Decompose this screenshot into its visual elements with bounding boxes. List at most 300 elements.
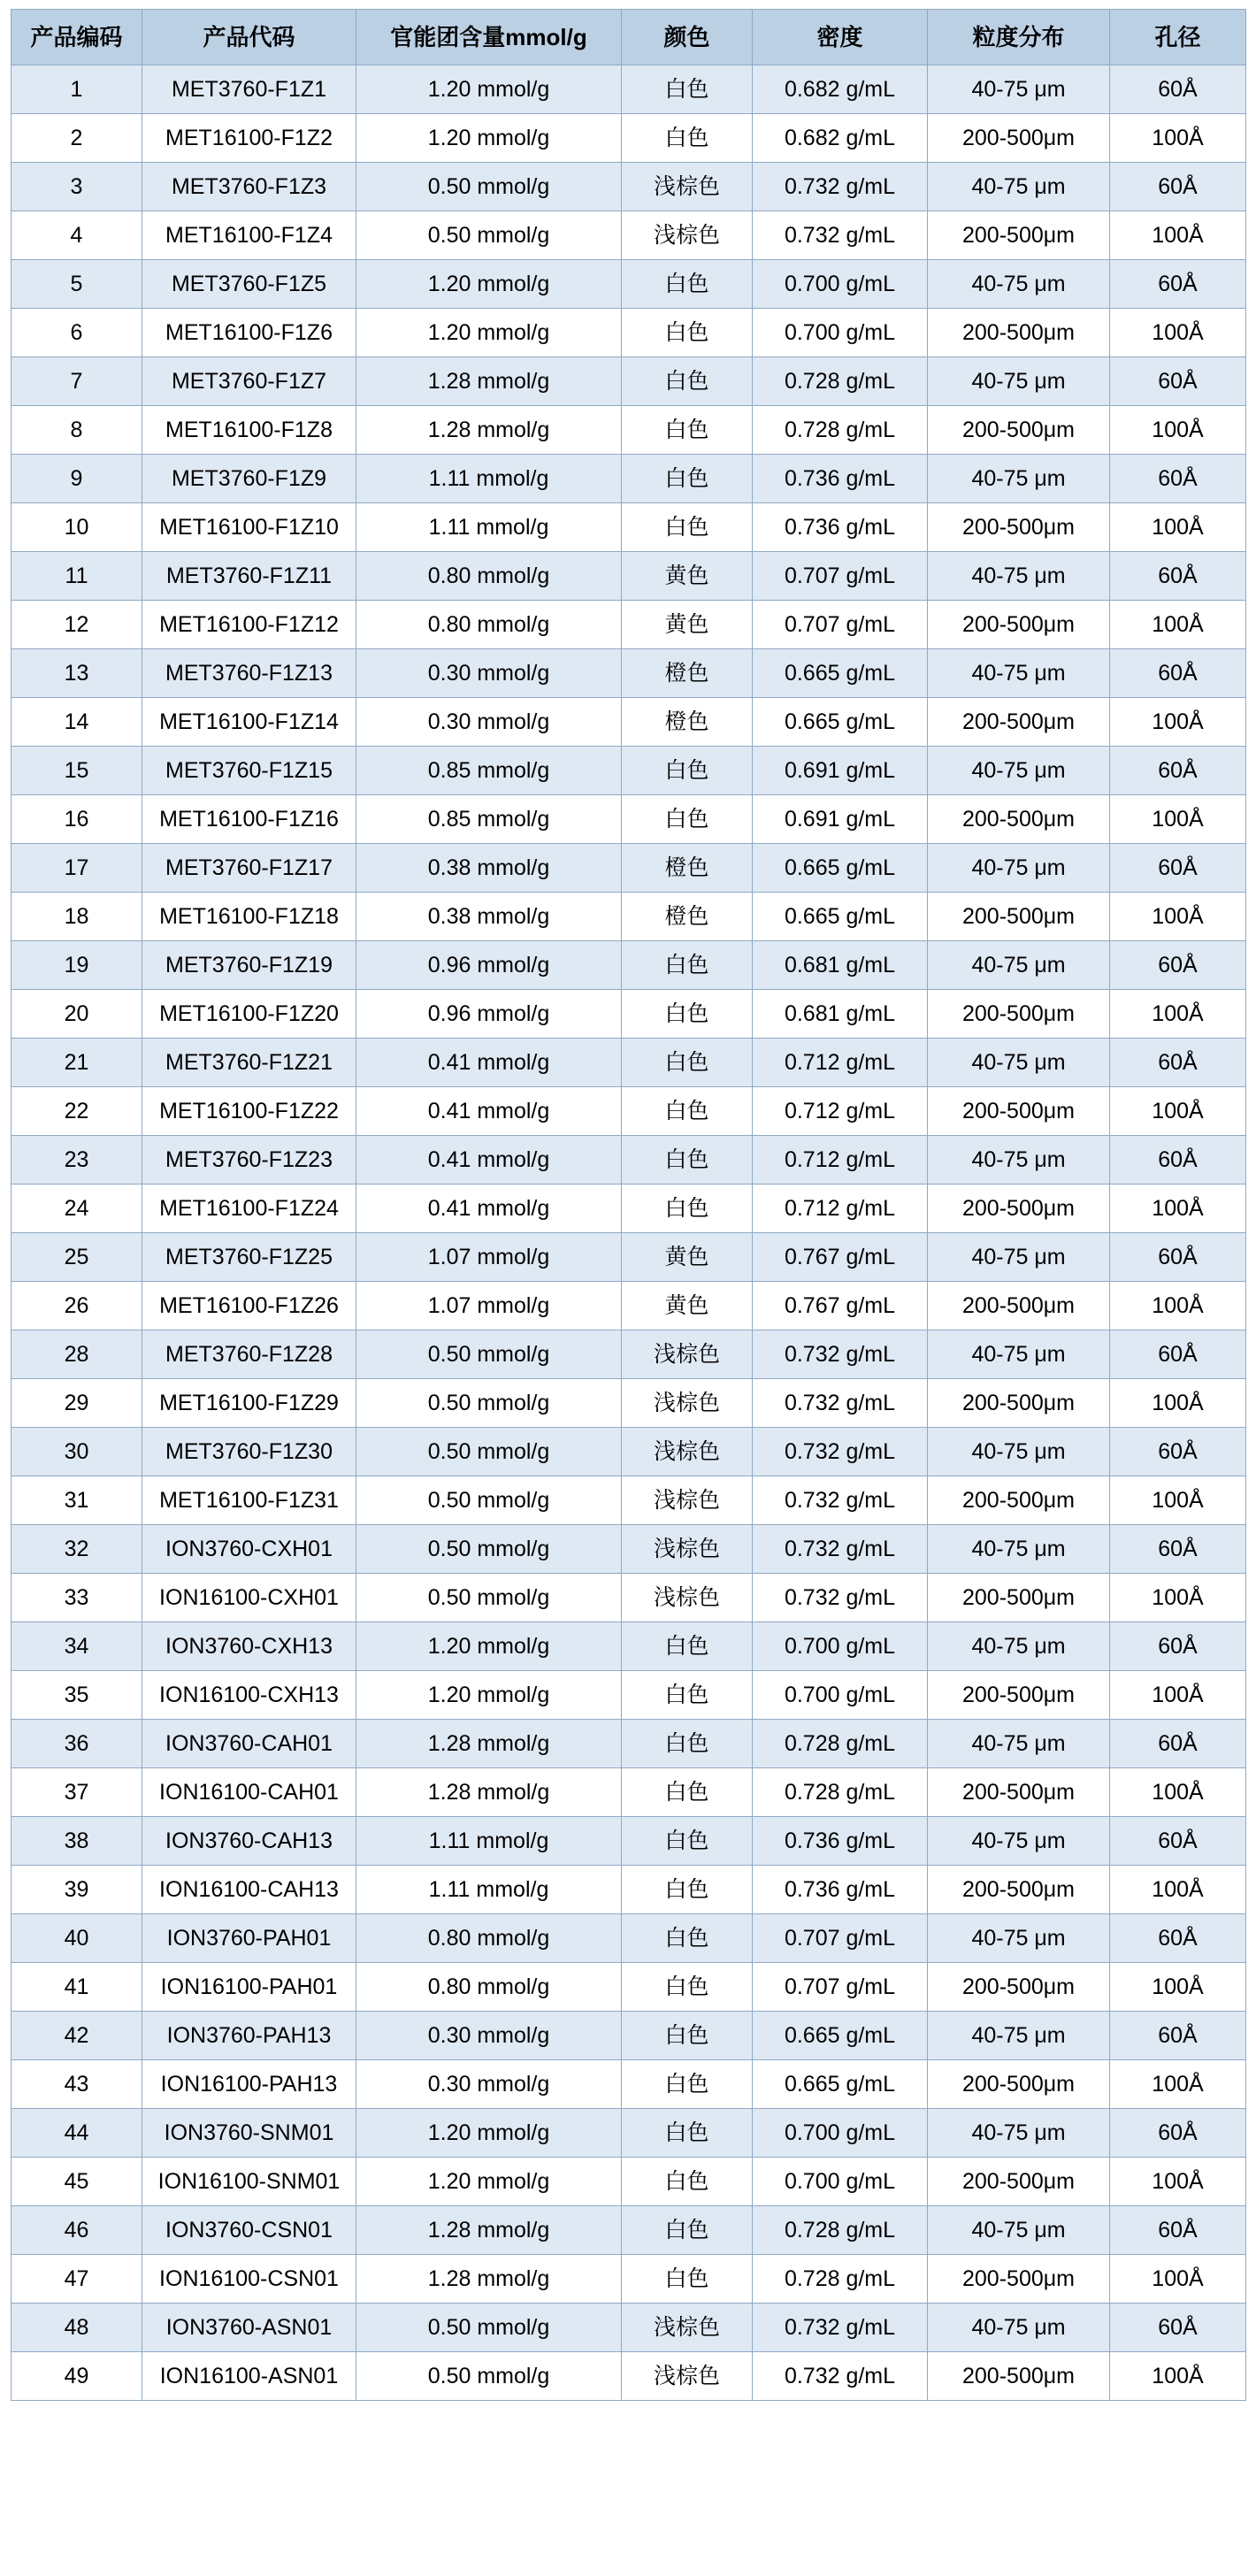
table-row xyxy=(11,649,1246,698)
table-row xyxy=(11,260,1246,309)
table-cell: 0.700 g/mL xyxy=(753,2158,928,2206)
table-cell: ION16100-CAH13 xyxy=(142,1866,356,1914)
table-cell: 60Å xyxy=(1110,163,1246,211)
table-cell: 橙色 xyxy=(622,698,753,747)
table-row xyxy=(11,1136,1246,1184)
table-cell: MET16100-F1Z16 xyxy=(142,795,356,844)
table-cell: 白色 xyxy=(622,309,753,357)
table-cell: MET16100-F1Z12 xyxy=(142,601,356,649)
table-row xyxy=(11,1330,1246,1379)
table-cell: 0.85 mmol/g xyxy=(356,747,622,795)
table-cell: 60Å xyxy=(1110,1720,1246,1768)
table-cell: 36 xyxy=(11,1720,142,1768)
table-row xyxy=(11,1087,1246,1136)
table-row xyxy=(11,309,1246,357)
table-cell: 白色 xyxy=(622,747,753,795)
table-cell: 0.50 mmol/g xyxy=(356,2304,622,2352)
table-cell: 0.712 g/mL xyxy=(753,1039,928,1087)
table-row xyxy=(11,1476,1246,1525)
table-cell: MET16100-F1Z22 xyxy=(142,1087,356,1136)
table-cell: 24 xyxy=(11,1184,142,1233)
table-cell: 浅棕色 xyxy=(622,1525,753,1574)
table-cell: 60Å xyxy=(1110,1136,1246,1184)
table-cell: 200-500μm xyxy=(928,1379,1110,1428)
table-cell: 1.28 mmol/g xyxy=(356,2206,622,2255)
table-cell: 48 xyxy=(11,2304,142,2352)
table-cell: 白色 xyxy=(622,503,753,552)
table-cell: 19 xyxy=(11,941,142,990)
table-cell: 100Å xyxy=(1110,1184,1246,1233)
table-cell: 白色 xyxy=(622,1866,753,1914)
table-cell: 0.665 g/mL xyxy=(753,649,928,698)
table-cell: 黄色 xyxy=(622,601,753,649)
table-cell: 0.665 g/mL xyxy=(753,2012,928,2060)
table-cell: 0.41 mmol/g xyxy=(356,1087,622,1136)
table-cell: 44 xyxy=(11,2109,142,2158)
table-cell: 1.28 mmol/g xyxy=(356,1768,622,1817)
table-cell: 0.50 mmol/g xyxy=(356,2352,622,2401)
table-cell: 1.20 mmol/g xyxy=(356,1622,622,1671)
table-cell: 0.736 g/mL xyxy=(753,455,928,503)
table-row xyxy=(11,406,1246,455)
table-cell: 白色 xyxy=(622,2255,753,2304)
table-row xyxy=(11,1817,1246,1866)
table-cell: 100Å xyxy=(1110,2158,1246,2206)
table-cell: 40-75 μm xyxy=(928,1525,1110,1574)
table-cell: 100Å xyxy=(1110,114,1246,163)
table-cell: 0.732 g/mL xyxy=(753,1525,928,1574)
table-cell: ION16100-CXH01 xyxy=(142,1574,356,1622)
table-cell: 1.20 mmol/g xyxy=(356,260,622,309)
table-cell: MET3760-F1Z21 xyxy=(142,1039,356,1087)
table-cell: 1.07 mmol/g xyxy=(356,1233,622,1282)
table-cell: 0.700 g/mL xyxy=(753,2109,928,2158)
table-cell: 200-500μm xyxy=(928,990,1110,1039)
table-cell: MET3760-F1Z7 xyxy=(142,357,356,406)
table-cell: 40-75 μm xyxy=(928,1720,1110,1768)
table-cell: 白色 xyxy=(622,2158,753,2206)
table-cell: 0.691 g/mL xyxy=(753,795,928,844)
table-cell: 0.700 g/mL xyxy=(753,1671,928,1720)
table-cell: 40-75 μm xyxy=(928,844,1110,893)
table-row xyxy=(11,601,1246,649)
table-cell: MET3760-F1Z9 xyxy=(142,455,356,503)
table-cell: MET3760-F1Z15 xyxy=(142,747,356,795)
table-row xyxy=(11,163,1246,211)
table-cell: 100Å xyxy=(1110,503,1246,552)
table-row xyxy=(11,65,1246,114)
table-cell: 14 xyxy=(11,698,142,747)
table-cell: 0.681 g/mL xyxy=(753,990,928,1039)
table-cell: 200-500μm xyxy=(928,2158,1110,2206)
table-cell: ION3760-PAH01 xyxy=(142,1914,356,1963)
table-cell: 0.80 mmol/g xyxy=(356,1914,622,1963)
table-header xyxy=(11,10,1246,65)
table-cell: 40-75 μm xyxy=(928,1622,1110,1671)
table-cell: 100Å xyxy=(1110,1282,1246,1330)
table-cell: 40-75 μm xyxy=(928,2206,1110,2255)
table-cell: 橙色 xyxy=(622,844,753,893)
table-cell: MET3760-F1Z17 xyxy=(142,844,356,893)
table-cell: 60Å xyxy=(1110,455,1246,503)
table-cell: 100Å xyxy=(1110,601,1246,649)
table-row xyxy=(11,357,1246,406)
table-cell: 200-500μm xyxy=(928,211,1110,260)
table-row xyxy=(11,455,1246,503)
column-header-2: 官能团含量mmol/g xyxy=(356,10,622,65)
table-row xyxy=(11,2012,1246,2060)
table-cell: ION3760-PAH13 xyxy=(142,2012,356,2060)
table-cell: MET16100-F1Z2 xyxy=(142,114,356,163)
table-cell: 白色 xyxy=(622,2060,753,2109)
table-cell: 0.41 mmol/g xyxy=(356,1184,622,1233)
table-cell: 200-500μm xyxy=(928,503,1110,552)
table-cell: 白色 xyxy=(622,1914,753,1963)
table-row xyxy=(11,1039,1246,1087)
table-cell: 0.38 mmol/g xyxy=(356,893,622,941)
table-cell: 21 xyxy=(11,1039,142,1087)
table-cell: 0.700 g/mL xyxy=(753,260,928,309)
table-cell: 40-75 μm xyxy=(928,1330,1110,1379)
table-cell: 0.665 g/mL xyxy=(753,893,928,941)
table-cell: 200-500μm xyxy=(928,2060,1110,2109)
table-cell: ION16100-PAH01 xyxy=(142,1963,356,2012)
table-cell: MET16100-F1Z10 xyxy=(142,503,356,552)
table-row xyxy=(11,1768,1246,1817)
table-cell: 45 xyxy=(11,2158,142,2206)
table-cell: 0.728 g/mL xyxy=(753,357,928,406)
table-cell: 12 xyxy=(11,601,142,649)
table-row xyxy=(11,747,1246,795)
table-cell: 200-500μm xyxy=(928,1087,1110,1136)
table-cell: 200-500μm xyxy=(928,406,1110,455)
table-cell: MET3760-F1Z13 xyxy=(142,649,356,698)
table-row xyxy=(11,552,1246,601)
table-cell: MET3760-F1Z25 xyxy=(142,1233,356,1282)
table-cell: 0.707 g/mL xyxy=(753,552,928,601)
table-cell: 25 xyxy=(11,1233,142,1282)
table-cell: 橙色 xyxy=(622,893,753,941)
table-cell: 0.732 g/mL xyxy=(753,163,928,211)
table-row xyxy=(11,2352,1246,2401)
table-cell: 60Å xyxy=(1110,357,1246,406)
table-cell: 白色 xyxy=(622,2012,753,2060)
table-row xyxy=(11,1184,1246,1233)
table-cell: 白色 xyxy=(622,1963,753,2012)
table-cell: 浅棕色 xyxy=(622,2352,753,2401)
table-cell: MET3760-F1Z5 xyxy=(142,260,356,309)
table-cell: 43 xyxy=(11,2060,142,2109)
table-cell: 40-75 μm xyxy=(928,455,1110,503)
table-cell: 0.767 g/mL xyxy=(753,1233,928,1282)
table-cell: 10 xyxy=(11,503,142,552)
table-cell: ION16100-ASN01 xyxy=(142,2352,356,2401)
table-cell: 30 xyxy=(11,1428,142,1476)
table-cell: 白色 xyxy=(622,941,753,990)
table-cell: 100Å xyxy=(1110,1866,1246,1914)
table-row xyxy=(11,1379,1246,1428)
table-cell: 1.28 mmol/g xyxy=(356,357,622,406)
table-row xyxy=(11,1671,1246,1720)
table-cell: 0.80 mmol/g xyxy=(356,1963,622,2012)
column-header-0: 产品编码 xyxy=(11,10,142,65)
table-cell: 38 xyxy=(11,1817,142,1866)
table-cell: 40-75 μm xyxy=(928,552,1110,601)
table-cell: 0.80 mmol/g xyxy=(356,552,622,601)
table-cell: 白色 xyxy=(622,1817,753,1866)
table-cell: 0.736 g/mL xyxy=(753,503,928,552)
table-cell: 39 xyxy=(11,1866,142,1914)
table-row xyxy=(11,211,1246,260)
table-cell: 0.732 g/mL xyxy=(753,2304,928,2352)
table-cell: 34 xyxy=(11,1622,142,1671)
table-cell: 18 xyxy=(11,893,142,941)
table-cell: 60Å xyxy=(1110,649,1246,698)
column-header-1: 产品代码 xyxy=(142,10,356,65)
table-cell: 1.28 mmol/g xyxy=(356,1720,622,1768)
table-row xyxy=(11,1914,1246,1963)
table-cell: 1.07 mmol/g xyxy=(356,1282,622,1330)
table-cell: 46 xyxy=(11,2206,142,2255)
table-cell: 40 xyxy=(11,1914,142,1963)
table-cell: MET3760-F1Z19 xyxy=(142,941,356,990)
table-cell: 橙色 xyxy=(622,649,753,698)
table-cell: 0.50 mmol/g xyxy=(356,1525,622,1574)
table-cell: 白色 xyxy=(622,2109,753,2158)
table-row xyxy=(11,2060,1246,2109)
table-cell: 100Å xyxy=(1110,2060,1246,2109)
table-cell: 32 xyxy=(11,1525,142,1574)
table-cell: 41 xyxy=(11,1963,142,2012)
table-cell: 200-500μm xyxy=(928,309,1110,357)
table-cell: 白色 xyxy=(622,406,753,455)
table-cell: 9 xyxy=(11,455,142,503)
table-cell: 0.682 g/mL xyxy=(753,114,928,163)
table-cell: 1.28 mmol/g xyxy=(356,406,622,455)
table-cell: 40-75 μm xyxy=(928,1233,1110,1282)
table-cell: 20 xyxy=(11,990,142,1039)
table-row xyxy=(11,1720,1246,1768)
column-header-5: 粒度分布 xyxy=(928,10,1110,65)
product-table xyxy=(11,9,1246,2401)
table-cell: ION3760-ASN01 xyxy=(142,2304,356,2352)
table-cell: 100Å xyxy=(1110,309,1246,357)
table-cell: 0.700 g/mL xyxy=(753,1622,928,1671)
table-cell: 60Å xyxy=(1110,1622,1246,1671)
table-cell: 白色 xyxy=(622,357,753,406)
table-row xyxy=(11,1866,1246,1914)
table-cell: 42 xyxy=(11,2012,142,2060)
table-cell: 60Å xyxy=(1110,552,1246,601)
table-row xyxy=(11,893,1246,941)
table-cell: 6 xyxy=(11,309,142,357)
table-cell: MET16100-F1Z31 xyxy=(142,1476,356,1525)
table-cell: 15 xyxy=(11,747,142,795)
table-row xyxy=(11,795,1246,844)
table-cell: 0.712 g/mL xyxy=(753,1136,928,1184)
table-cell: 5 xyxy=(11,260,142,309)
table-cell: 0.728 g/mL xyxy=(753,1768,928,1817)
table-cell: 200-500μm xyxy=(928,893,1110,941)
table-cell: 200-500μm xyxy=(928,114,1110,163)
table-body xyxy=(11,65,1246,2401)
table-cell: 白色 xyxy=(622,2206,753,2255)
table-cell: 200-500μm xyxy=(928,1963,1110,2012)
table-row xyxy=(11,503,1246,552)
table-cell: MET3760-F1Z23 xyxy=(142,1136,356,1184)
table-cell: 0.30 mmol/g xyxy=(356,2060,622,2109)
table-cell: 0.50 mmol/g xyxy=(356,163,622,211)
table-cell: 0.50 mmol/g xyxy=(356,1379,622,1428)
table-cell: 200-500μm xyxy=(928,1768,1110,1817)
table-cell: 26 xyxy=(11,1282,142,1330)
table-cell: 60Å xyxy=(1110,1330,1246,1379)
table-cell: 1.20 mmol/g xyxy=(356,1671,622,1720)
table-cell: 0.41 mmol/g xyxy=(356,1136,622,1184)
table-cell: 60Å xyxy=(1110,1428,1246,1476)
table-cell: 60Å xyxy=(1110,1039,1246,1087)
table-row xyxy=(11,1233,1246,1282)
table-cell: 浅棕色 xyxy=(622,211,753,260)
table-row xyxy=(11,2109,1246,2158)
table-cell: 100Å xyxy=(1110,1087,1246,1136)
table-cell: MET3760-F1Z3 xyxy=(142,163,356,211)
table-cell: ION16100-PAH13 xyxy=(142,2060,356,2109)
table-cell: ION16100-CSN01 xyxy=(142,2255,356,2304)
table-cell: 200-500μm xyxy=(928,1866,1110,1914)
table-cell: 浅棕色 xyxy=(622,2304,753,2352)
table-cell: 100Å xyxy=(1110,2352,1246,2401)
table-cell: 22 xyxy=(11,1087,142,1136)
table-cell: 7 xyxy=(11,357,142,406)
table-row xyxy=(11,1282,1246,1330)
table-cell: 49 xyxy=(11,2352,142,2401)
table-cell: MET16100-F1Z4 xyxy=(142,211,356,260)
table-row xyxy=(11,698,1246,747)
table-cell: 1.11 mmol/g xyxy=(356,503,622,552)
table-cell: 40-75 μm xyxy=(928,1039,1110,1087)
table-cell: 60Å xyxy=(1110,1233,1246,1282)
table-cell: 60Å xyxy=(1110,1525,1246,1574)
table-row xyxy=(11,1574,1246,1622)
table-cell: 0.732 g/mL xyxy=(753,1574,928,1622)
table-cell: 0.707 g/mL xyxy=(753,1963,928,2012)
table-cell: 40-75 μm xyxy=(928,1428,1110,1476)
table-row xyxy=(11,2206,1246,2255)
table-cell: MET16100-F1Z14 xyxy=(142,698,356,747)
table-cell: 40-75 μm xyxy=(928,1817,1110,1866)
table-row xyxy=(11,1428,1246,1476)
table-row xyxy=(11,1622,1246,1671)
table-cell: 16 xyxy=(11,795,142,844)
table-cell: 0.30 mmol/g xyxy=(356,2012,622,2060)
table-cell: ION3760-CSN01 xyxy=(142,2206,356,2255)
table-cell: 1.11 mmol/g xyxy=(356,455,622,503)
table-cell: 100Å xyxy=(1110,893,1246,941)
table-row xyxy=(11,844,1246,893)
table-cell: 0.681 g/mL xyxy=(753,941,928,990)
table-cell: 0.728 g/mL xyxy=(753,2255,928,2304)
table-cell: 40-75 μm xyxy=(928,649,1110,698)
table-cell: 浅棕色 xyxy=(622,1428,753,1476)
table-cell: 60Å xyxy=(1110,941,1246,990)
table-cell: 40-75 μm xyxy=(928,1914,1110,1963)
table-cell: 33 xyxy=(11,1574,142,1622)
table-row xyxy=(11,990,1246,1039)
table-cell: 0.96 mmol/g xyxy=(356,990,622,1039)
table-cell: 100Å xyxy=(1110,795,1246,844)
table-cell: 100Å xyxy=(1110,1768,1246,1817)
table-cell: 0.665 g/mL xyxy=(753,698,928,747)
table-cell: 白色 xyxy=(622,260,753,309)
table-cell: 40-75 μm xyxy=(928,2012,1110,2060)
table-cell: 0.80 mmol/g xyxy=(356,601,622,649)
table-cell: 0.732 g/mL xyxy=(753,1379,928,1428)
table-cell: 100Å xyxy=(1110,1671,1246,1720)
table-cell: 0.38 mmol/g xyxy=(356,844,622,893)
table-cell: 0.732 g/mL xyxy=(753,1428,928,1476)
table-cell: 0.712 g/mL xyxy=(753,1184,928,1233)
table-cell: 60Å xyxy=(1110,260,1246,309)
table-cell: 白色 xyxy=(622,455,753,503)
column-header-4: 密度 xyxy=(753,10,928,65)
table-cell: 47 xyxy=(11,2255,142,2304)
table-cell: MET16100-F1Z29 xyxy=(142,1379,356,1428)
table-cell: MET3760-F1Z28 xyxy=(142,1330,356,1379)
table-cell: 28 xyxy=(11,1330,142,1379)
table-cell: 200-500μm xyxy=(928,1184,1110,1233)
table-row xyxy=(11,941,1246,990)
table-cell: 100Å xyxy=(1110,406,1246,455)
table-cell: 浅棕色 xyxy=(622,1379,753,1428)
table-cell: 100Å xyxy=(1110,1963,1246,2012)
table-cell: 0.732 g/mL xyxy=(753,2352,928,2401)
table-cell: ION16100-CAH01 xyxy=(142,1768,356,1817)
table-cell: 100Å xyxy=(1110,698,1246,747)
table-cell: 23 xyxy=(11,1136,142,1184)
table-cell: 0.707 g/mL xyxy=(753,1914,928,1963)
table-cell: 0.700 g/mL xyxy=(753,309,928,357)
table-cell: 1.20 mmol/g xyxy=(356,309,622,357)
table-cell: 11 xyxy=(11,552,142,601)
table-cell: MET16100-F1Z6 xyxy=(142,309,356,357)
table-cell: MET3760-F1Z11 xyxy=(142,552,356,601)
table-cell: 100Å xyxy=(1110,1476,1246,1525)
table-cell: 200-500μm xyxy=(928,1476,1110,1525)
table-cell: ION3760-CAH13 xyxy=(142,1817,356,1866)
table-cell: 31 xyxy=(11,1476,142,1525)
table-cell: 1.20 mmol/g xyxy=(356,114,622,163)
table-cell: 黄色 xyxy=(622,1282,753,1330)
table-cell: 200-500μm xyxy=(928,795,1110,844)
table-cell: 40-75 μm xyxy=(928,747,1110,795)
table-row xyxy=(11,2255,1246,2304)
table-cell: 60Å xyxy=(1110,2206,1246,2255)
table-row xyxy=(11,1963,1246,2012)
table-cell: 60Å xyxy=(1110,65,1246,114)
table-cell: 40-75 μm xyxy=(928,65,1110,114)
table-cell: 40-75 μm xyxy=(928,357,1110,406)
table-cell: 0.728 g/mL xyxy=(753,406,928,455)
table-cell: 白色 xyxy=(622,65,753,114)
table-cell: 40-75 μm xyxy=(928,2304,1110,2352)
table-cell: 白色 xyxy=(622,990,753,1039)
table-cell: 29 xyxy=(11,1379,142,1428)
table-cell: 200-500μm xyxy=(928,601,1110,649)
table-cell: 0.50 mmol/g xyxy=(356,211,622,260)
table-cell: 2 xyxy=(11,114,142,163)
table-cell: 40-75 μm xyxy=(928,941,1110,990)
